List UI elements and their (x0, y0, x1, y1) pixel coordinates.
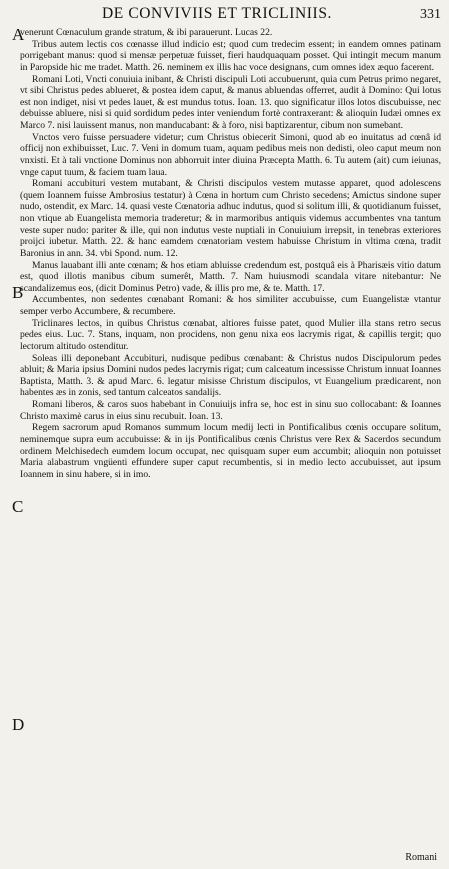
paragraph: Romani liberos, & caros suos habebant in Conuiuijs infra se, hoc est in sinu suo collocabant: & Ioannes Christo maximè carus in eius sinu recubuit. Ioan. 13. (20, 399, 441, 422)
paragraph: Soleas illi deponebant Accubituri, nudisque pedibus cœnabant: & Christus nudos Discipulorum pedes abluit; & Maria ipsius Domini nudos pedes lacrymis rigat; cum calceatum incessisse Christum innuat Ioannes Baptista, Matth. 3. & apud Marc. 6. legatur misisse Christum discipulos, vt Euangelium prædicarent, non habentes æs in zonis, sed tantum calceatos sandalijs. (20, 352, 441, 399)
paragraph: Romani accubituri vestem mutabant, & Christi discipulos vestem mutasse apparet, quod adolescens (quem Ioannem fuisse Ambrosius testatur) à Cœna in hortum cum Christo secedens; Amictus sindone super nudo, ostendit, ex Marc. 14. quasi veste Cœnatoria adhuc indutus, quod si solitum illi, & quotidianum fuisset, non vtique ab Euangelista memoria traderetur; & in marmoribus antiquis videmus accumbentes vna tantum veste super nudo: pariter & ille, qui non indutus veste nuptiali in Conuiuium irrepsit, in tenebras exteriores proijci iubetur. Matth. 22. & hanc eamdem cœnatoriam vestem habuisse Christum in vltima cœna, tradit Baronius in ann. 34. vbi Spond. num. 12. (20, 178, 441, 259)
paragraph: Romani Loti, Vncti conuiuia inibant, & Christi discipuli Loti accubuerunt, quia cum Petrus primo negaret, vt sibi Christus pedes ablueret, & postea idem caput, & manus abluendas offerret, audit à Domino: Qui lotus est non indiget, nisi vt pedes lauet, & est mundus totus. Ioan. 13. quo significatur illos lotos discubuisse, nec debuisse abluere, nisi si quid sordidum pedes inter veniendum fortè contraxerant: & alioquin Iudæi omnes ex Marco 7. nisi lauissent manus, non manducabant: & à foro, nisi baptizarentur, cibum non sumebant. (20, 73, 441, 131)
paragraph: Vnctos vero fuisse persuadere videtur; cum Christus obiecerit Simoni, quod ab eo inuitatus ad cœnâ id officij non exhibuisset, Luc. 7. Veni in domum tuam, aquam pedibus meis non dedisti, oleo caput meum non vnxisti. Et à tali vnctione Dominus non abhorruit inter diuina Præcepta Matth. 6. Tu autem (ait) cum ieiunas, vnge caput tuum, & faciem tuam laua. (20, 131, 441, 178)
page-number: 331 (420, 7, 441, 22)
paragraph: Manus lauabant illi ante cœnam; & hos etiam abluisse credendum est, postquâ eis à Pharisæis vitio datum est, quod illotis manibus cibum sumerêt, Matth. 7. Nam huiusmodi scandala vitare nitebantur: Ne scandalizemus eos, (dicit Dominus Petro) vade, & illis pro me, & te. Matth. 17. (20, 259, 441, 294)
paragraph: Tribus autem lectis cos cœnasse illud indicio est; quod cum tredecim essent; in eandem omnes patinam porrigebant manus: quod si mensæ perpetuæ fuisset, fieri haudquaquam posset. Qui intingit mecum manum in Paropside hic me tradet. Matth. 26. neminem ex illis hac voce designans, cum omnes idex æquo facerent. (20, 38, 441, 73)
running-header (12, 5, 441, 27)
catchword: Romani (405, 852, 437, 863)
margin-marker-d: D (12, 715, 25, 734)
main-text (12, 25, 441, 734)
paragraph: Accumbentes, non sedentes cœnabant Romani: & hos similiter accubuisse, cum Euangelistæ vtantur semper verbo Accumbere, & recumbere. (20, 294, 441, 317)
paragraph: Regem sacrorum apud Romanos summum locum medij lecti in Pontificalibus cœnis occupare solitum, neminemque supra eum accubuisse: & in ijs Pontificalibus cœnis Christus vere Rex & Sacerdos secundum ordinem Melchisedech eumdem locum occupat, nec quisquam super eum accumbit; alioquin non potuisset Maria alabastrum vngüenti effundere super caput recumbentis, si in medio lecto accubuisset, aut ipsum Ioannem in sinu habere, si in imo. (20, 422, 441, 480)
margin-marker-b: B (12, 283, 24, 302)
margin-marker-a: A (12, 25, 25, 44)
paragraph: Triclinares lectos, in quibus Christus cœnabat, altiores fuisse patet, quod Mulier illa stans retro secus pedes eius. Luc. 7. Stans, inquam, non procidens, non genu nixa eos lacrymis rigat, & capillis tergit; quo lectorum altitudo ostenditur. (20, 317, 441, 352)
paragraph: venerunt Cœnaculum grande stratum, & ibi parauerunt. Lucas 22. (20, 27, 273, 38)
margin-marker-c: C (12, 497, 24, 516)
header-title: DE CONVIVIIS ET TRICLINIIS. (101, 5, 333, 22)
